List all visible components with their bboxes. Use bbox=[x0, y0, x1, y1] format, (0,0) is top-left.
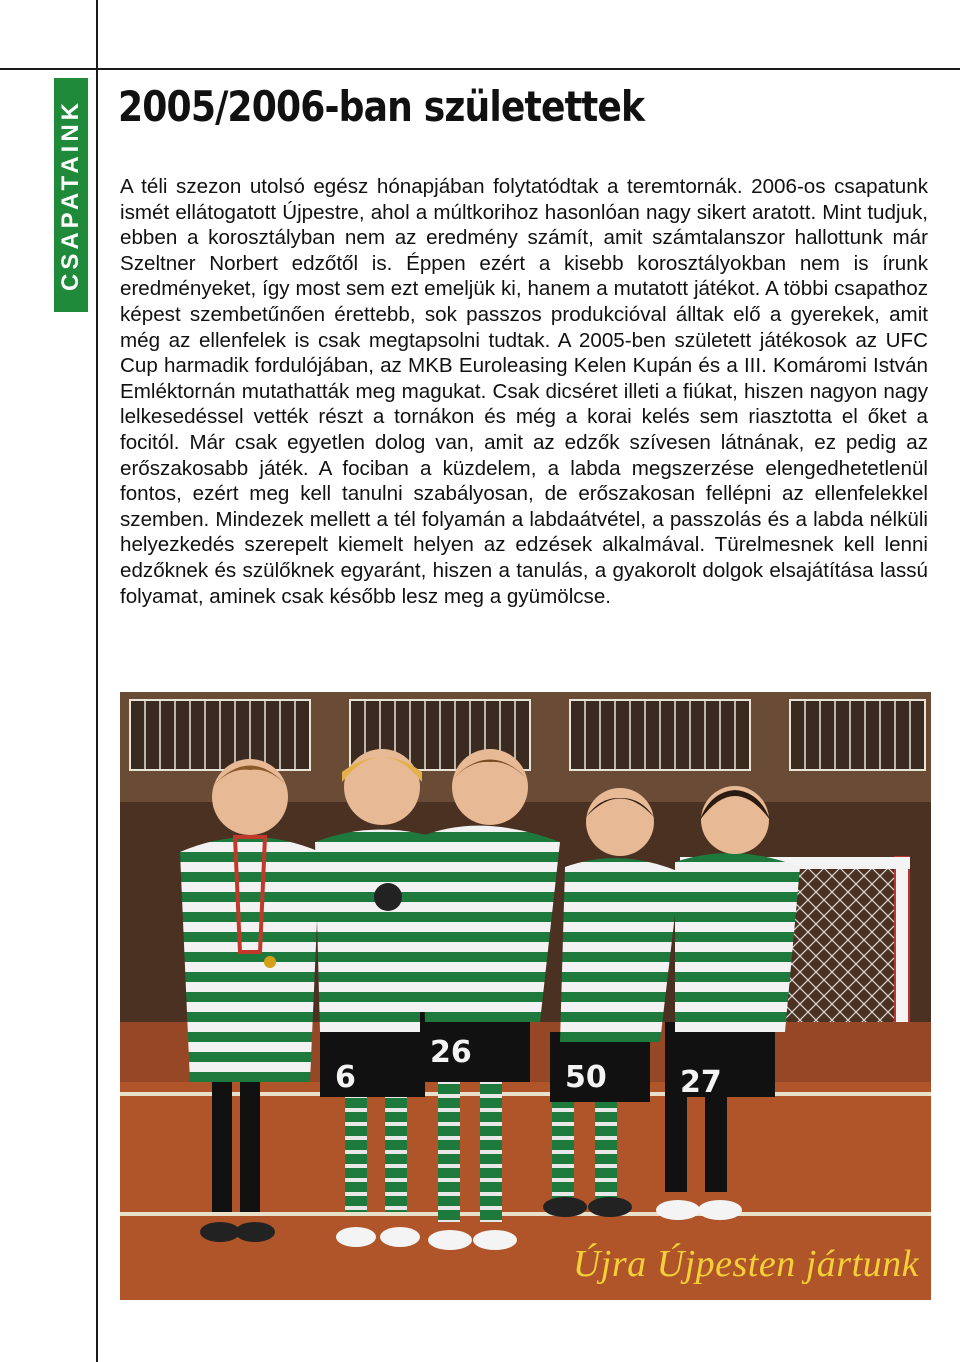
vertical-rule bbox=[96, 0, 98, 1362]
section-tab-label: CSAPATAINK bbox=[57, 99, 84, 291]
shirt-number-6: 6 bbox=[335, 1060, 356, 1095]
shirt-number-50: 50 bbox=[565, 1060, 607, 1095]
shirt-number-27: 27 bbox=[680, 1065, 722, 1100]
page-title: 2005/2006-ban születettek bbox=[118, 82, 645, 131]
shirt-number-26: 26 bbox=[430, 1035, 472, 1070]
section-tab bbox=[54, 78, 88, 312]
article-body: A téli szezon utolsó egész hónapjában folytatódtak a teremtornák. 2006-os csapatunk ismét ellátogatott Újpestre, ahol a múltkorihoz hasonlóan nagy sikert aratott. Mint tudjuk, ebben a korosztályban nem az eredmény számít, amit számtalanszor hallottunk már Szeltner Norbert edzőtől is. Éppen ezért a kisebb korosztályokban nem is írunk eredményeket, így most sem ezt emeljük ki, hanem a mutatott játékot. A többi csapathoz képest szembetűnően érettebb, sok passzos produkcióval álltak elő a gyerekek, amit még az ellenfelek is csak megtapsolni tudtak. A 2005-ben született játékosok az UFC Cup harmadik fordulójában, az MKB Euroleasing Kelen Kupán és a III. Komáromi István Emléktornán mutathatták meg magukat. Csak dicséret illeti a fiúkat, hiszen nagyon nagy lelkesedéssel vették részt a tornákon és még a korai kelés sem riasztotta el őket a focitól. Már csak egyetlen dolog van, amit az edzők szívesen látnának, ez pedig az erőszakosabb játék. A fociban a küzdelem, a labda megszerzése elengedhetetlenül fontos, ezért meg kell tanulni szabályosan, de erőszakosan fellépni az ellenfelekkel szemben. Mindezek mellett a tél folyamán a labdaátvétel, a passzolás és a labda nélküli helyezkedés szerepelt kiemelt helyen az edzések alkalmával. Türelmesnek kell lenni edzőknek és szülőknek egyaránt, hiszen a tanulás, a gyakorolt dolgok elsajátítása lassú folyamat, aminek csak később lesz meg a gyümölcse. bbox=[120, 175, 928, 608]
team-photo-illustration bbox=[120, 692, 931, 1300]
team-photo bbox=[120, 692, 931, 1300]
photo-caption: Újra Újpesten jártunk bbox=[572, 1243, 919, 1285]
horizontal-rule bbox=[0, 68, 960, 70]
